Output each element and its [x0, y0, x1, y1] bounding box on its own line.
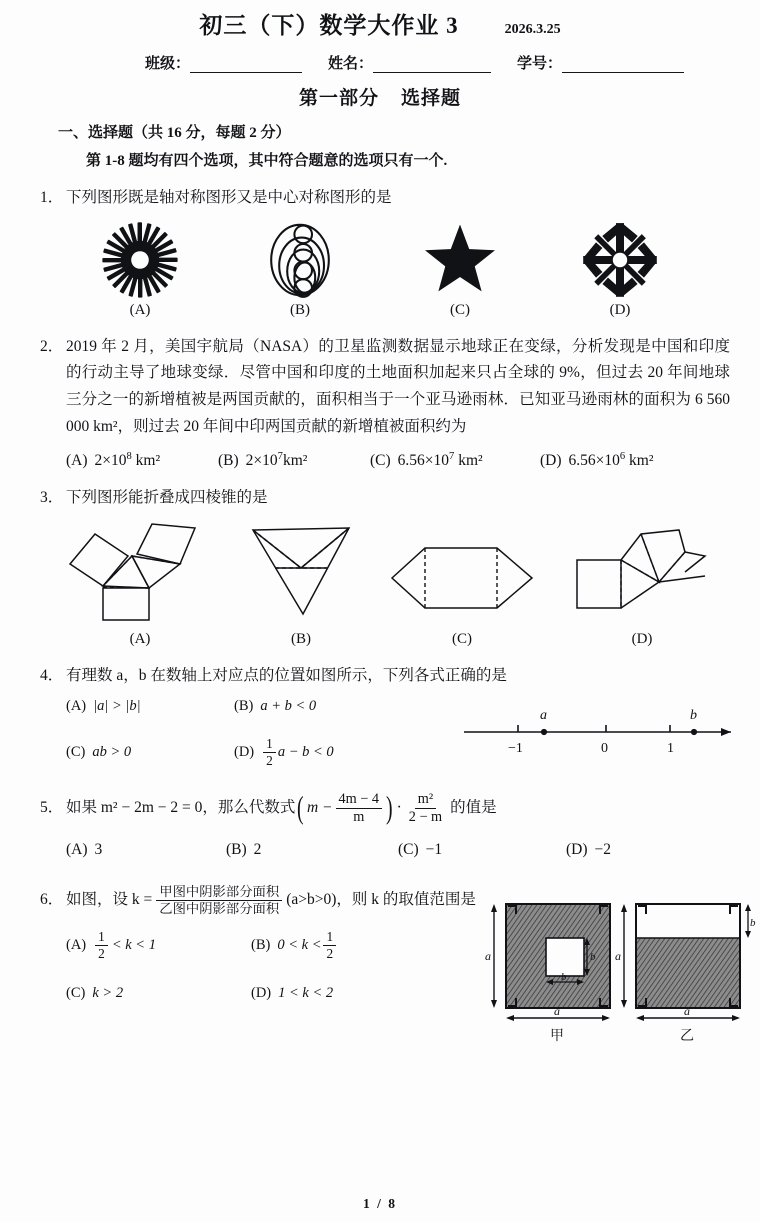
q3-option-b[interactable] — [245, 516, 357, 648]
q1-label-b: (B) — [290, 301, 310, 318]
q6-text-prefix: 如图，设 k = — [66, 890, 153, 908]
page-title: 初三（下）数学大作业 3 — [199, 13, 459, 38]
numberline-point-b-label: b — [690, 707, 697, 723]
q2-option-b[interactable] — [218, 452, 370, 470]
question-2 — [40, 334, 730, 441]
student-info-line — [0, 40, 760, 73]
yi-label: 乙 — [680, 1028, 694, 1044]
question-4-options — [66, 698, 456, 768]
q6-option-d[interactable] — [251, 985, 333, 1002]
section-heading: 一、选择题（共 16 分，每题 2 分） — [58, 125, 291, 141]
q2-value-a: $2\times 10^8$ km² — [94, 451, 161, 470]
q5-open-paren: ( — [297, 790, 304, 826]
net-three-squares-triangle-icon — [65, 516, 215, 624]
q2-option-a[interactable] — [66, 452, 218, 470]
q1-label-a: (A) — [129, 301, 151, 318]
q5-label-b: (B) — [226, 840, 247, 858]
q4-option-d[interactable] — [234, 737, 334, 768]
q1-option-a[interactable] — [94, 220, 186, 319]
question-2-text: 2019 年 2 月，美国宇航局（NASA）的卫星监测数据显示地球正在变绿，分析发现是中国和印度的行动主导了地球变绿．尽管中国和印度的土地面积加起来只占全球的 9%，但过去 20 年间地球三分之一的新增植被是两国贡献的，面积相当于一个亚马逊雨林．已知亚马逊雨林的面积为 6 560 000 km²，则过去 20 年间中印两国贡献的新增植被面积约为 — [66, 337, 730, 435]
q5-label-c: (C) — [398, 840, 419, 858]
question-4-text: 有理数 a，b 在数轴上对应点的位置如图所示，下列各式正确的是 — [66, 666, 507, 684]
numberline-tick-0: 0 — [601, 740, 608, 756]
eight-point-snowflake-icon — [574, 220, 666, 300]
q4-option-c[interactable] — [66, 737, 234, 768]
yi-dim-a-left: a — [615, 948, 621, 963]
jia-dim-b-right: b — [590, 950, 596, 963]
class-blank-rule[interactable] — [190, 61, 302, 73]
q6-label-d: (D) — [251, 984, 272, 1001]
net-inverted-triangle-icon — [245, 516, 357, 624]
page-footer: 1 / 8 — [362, 1196, 397, 1211]
q4-label-a: (A) — [66, 697, 87, 714]
jia-label: 甲 — [550, 1028, 564, 1044]
name-blank-rule[interactable] — [373, 61, 491, 73]
q5-fraction-2: $\frac{\text{m²}}{2 - m}$ — [408, 790, 443, 825]
question-3 — [40, 485, 732, 512]
question-2-options — [0, 452, 760, 470]
q5-value-c: −1 — [425, 840, 443, 858]
q4-fraction-half: $\frac{1}{2}$ — [263, 737, 276, 768]
q5-text-prefix: 如果 m² − 2m − 2 = 0，那么代数式 — [66, 798, 296, 816]
q1-label-c: (C) — [450, 301, 470, 318]
q5-value-a: 3 — [94, 840, 103, 858]
q6-value-c: k > 2 — [92, 984, 124, 1001]
net-hexagon-square-icon — [387, 516, 537, 624]
q1-option-b[interactable] — [254, 220, 346, 319]
q1-option-c[interactable] — [414, 220, 506, 319]
section-instruction: 第 1-8 题均有四个选项，其中符合题意的选项只有一个. — [86, 153, 448, 169]
question-3-text: 下列图形能折叠成四棱锥的是 — [66, 489, 268, 507]
q2-label-b: (B) — [218, 452, 239, 470]
q3-option-c[interactable] — [387, 516, 537, 648]
q5-lead: m − — [306, 798, 333, 816]
q6-value-a-tail: < k < 1 — [111, 936, 156, 953]
q6-value-b-lead: 0 < k < — [277, 936, 322, 953]
part-heading — [0, 83, 760, 110]
numberline-tick-1: 1 — [667, 740, 674, 756]
q6-option-row-1 — [66, 930, 496, 961]
q3-option-a[interactable] — [65, 516, 215, 648]
question-3-figures — [0, 512, 760, 648]
figure-yi — [615, 904, 756, 1044]
q2-value-c: $6.56\times 10^7$ km² — [397, 451, 483, 470]
figure-jia — [485, 904, 610, 1044]
question-5-options — [0, 841, 760, 859]
q6-option-a[interactable] — [66, 930, 251, 961]
student-id-label: 学号： — [517, 56, 563, 72]
q5-fraction-1: $\frac{4m - 4}{m}$ — [336, 792, 383, 825]
q5-value-d: −2 — [594, 840, 612, 858]
q6-fraction-a: $\frac{1}{2}$ — [95, 930, 108, 961]
question-6-body — [0, 916, 760, 1044]
q4-value-a: |a| > |b| — [93, 697, 141, 714]
q3-label-d: (D) — [631, 630, 653, 647]
q3-option-d[interactable] — [567, 516, 717, 648]
q4-option-a[interactable] — [66, 698, 234, 715]
q1-label-d: (D) — [609, 301, 631, 318]
q3-label-b: (B) — [291, 630, 311, 647]
q5-option-b[interactable] — [226, 841, 398, 859]
q4-option-row-1 — [66, 698, 456, 715]
q2-label-c: (C) — [370, 452, 391, 470]
q6-k-fraction: $\frac{\text{甲图中阴影部分面积}}{\text{乙图中阴影部分面积}}$ — [156, 885, 282, 916]
question-4-number: 4． — [40, 666, 64, 684]
question-5-number: 5． — [40, 798, 64, 816]
numberline-point-a-label: a — [540, 707, 547, 723]
q3-label-c: (C) — [452, 630, 472, 647]
question-1-number: 1． — [40, 189, 64, 206]
q4-value-b: a + b < 0 — [260, 697, 317, 714]
name-label: 姓名： — [328, 56, 374, 72]
q4-option-b[interactable] — [234, 698, 316, 715]
class-field — [145, 52, 302, 73]
part-title: 第一部分 — [298, 88, 379, 109]
q5-close-paren: ) — [386, 790, 393, 826]
q6-option-c[interactable] — [66, 985, 251, 1002]
shaded-area-figures-icon — [484, 896, 756, 1066]
q6-option-row-2 — [66, 985, 496, 1002]
q5-text-suffix: 的值是 — [450, 798, 497, 816]
q4-label-b: (B) — [234, 697, 254, 714]
q2-option-d[interactable] — [540, 452, 654, 470]
five-rhombus-star-icon — [414, 220, 506, 300]
class-label: 班级： — [145, 56, 191, 72]
yi-dim-a-bottom: a — [684, 1003, 690, 1018]
question-1-figures — [0, 212, 760, 319]
q2-value-b: $2\times 10^7km^2$ — [245, 451, 308, 470]
q4-value-c: ab > 0 — [92, 743, 132, 760]
q6-label-c: (C) — [66, 984, 86, 1001]
nested-circles-ovals-icon — [254, 220, 346, 300]
q5-option-a[interactable] — [66, 841, 226, 859]
jia-dim-a-bottom: a — [554, 1003, 560, 1018]
q5-option-c[interactable] — [398, 841, 566, 859]
q4-value-d-tail: a − b < 0 — [277, 743, 334, 760]
number-line-icon — [456, 702, 746, 760]
question-1 — [40, 185, 732, 212]
document-date: 2026.3.25 — [504, 22, 561, 37]
q6-option-b[interactable] — [251, 930, 338, 961]
net-square-fan-triangles-icon — [567, 516, 717, 624]
part-subtitle: 选择题 — [401, 88, 462, 109]
q6-label-a: (A) — [66, 936, 87, 953]
q6-fraction-b: $\frac{1}{2}$ — [323, 930, 336, 961]
numberline-tick-neg1: −1 — [508, 740, 523, 756]
q2-label-d: (D) — [540, 452, 562, 470]
question-6-figures — [485, 916, 760, 1044]
q4-label-c: (C) — [66, 743, 86, 760]
q4-option-row-2 — [66, 737, 456, 768]
question-2-number: 2． — [40, 337, 64, 355]
q5-label-a: (A) — [66, 840, 88, 858]
radial-burst-ring-icon — [94, 220, 186, 300]
q6-value-d: 1 < k < 2 — [278, 984, 334, 1001]
jia-dim-a-left: a — [485, 948, 491, 963]
student-id-blank-rule[interactable] — [562, 61, 684, 73]
q2-value-d: $6.56\times 10^6$ km² — [568, 451, 654, 470]
question-5 — [40, 792, 732, 825]
q5-value-b: 2 — [253, 840, 262, 858]
question-5-text — [66, 792, 732, 825]
q5-label-d: (D) — [566, 840, 588, 858]
q1-option-d[interactable] — [574, 220, 666, 319]
q6-label-b: (B) — [251, 936, 271, 953]
question-4-body — [0, 698, 760, 768]
q3-label-a: (A) — [129, 630, 151, 647]
jia-dim-b-bottom: b — [561, 970, 567, 983]
question-4 — [40, 663, 732, 690]
question-3-number: 3． — [40, 489, 64, 507]
question-1-text: 下列图形既是轴对称图形又是中心对称图形的是 — [66, 189, 392, 206]
q2-label-a: (A) — [66, 452, 88, 470]
document-header — [0, 0, 760, 40]
q6-text-mid: (a>b>0)，则 k 的取值范围是 — [286, 890, 476, 908]
name-field — [328, 52, 491, 73]
yi-dim-b-right: b — [750, 916, 756, 929]
student-id-field — [517, 52, 684, 73]
question-6-number: 6． — [40, 890, 64, 908]
q5-multiply-dot: · — [396, 798, 402, 816]
q4-label-d: (D) — [234, 743, 255, 760]
q2-option-c[interactable] — [370, 452, 540, 470]
question-4-numberline — [456, 698, 760, 768]
question-6-options — [66, 930, 496, 1002]
q5-option-d[interactable] — [566, 841, 611, 859]
